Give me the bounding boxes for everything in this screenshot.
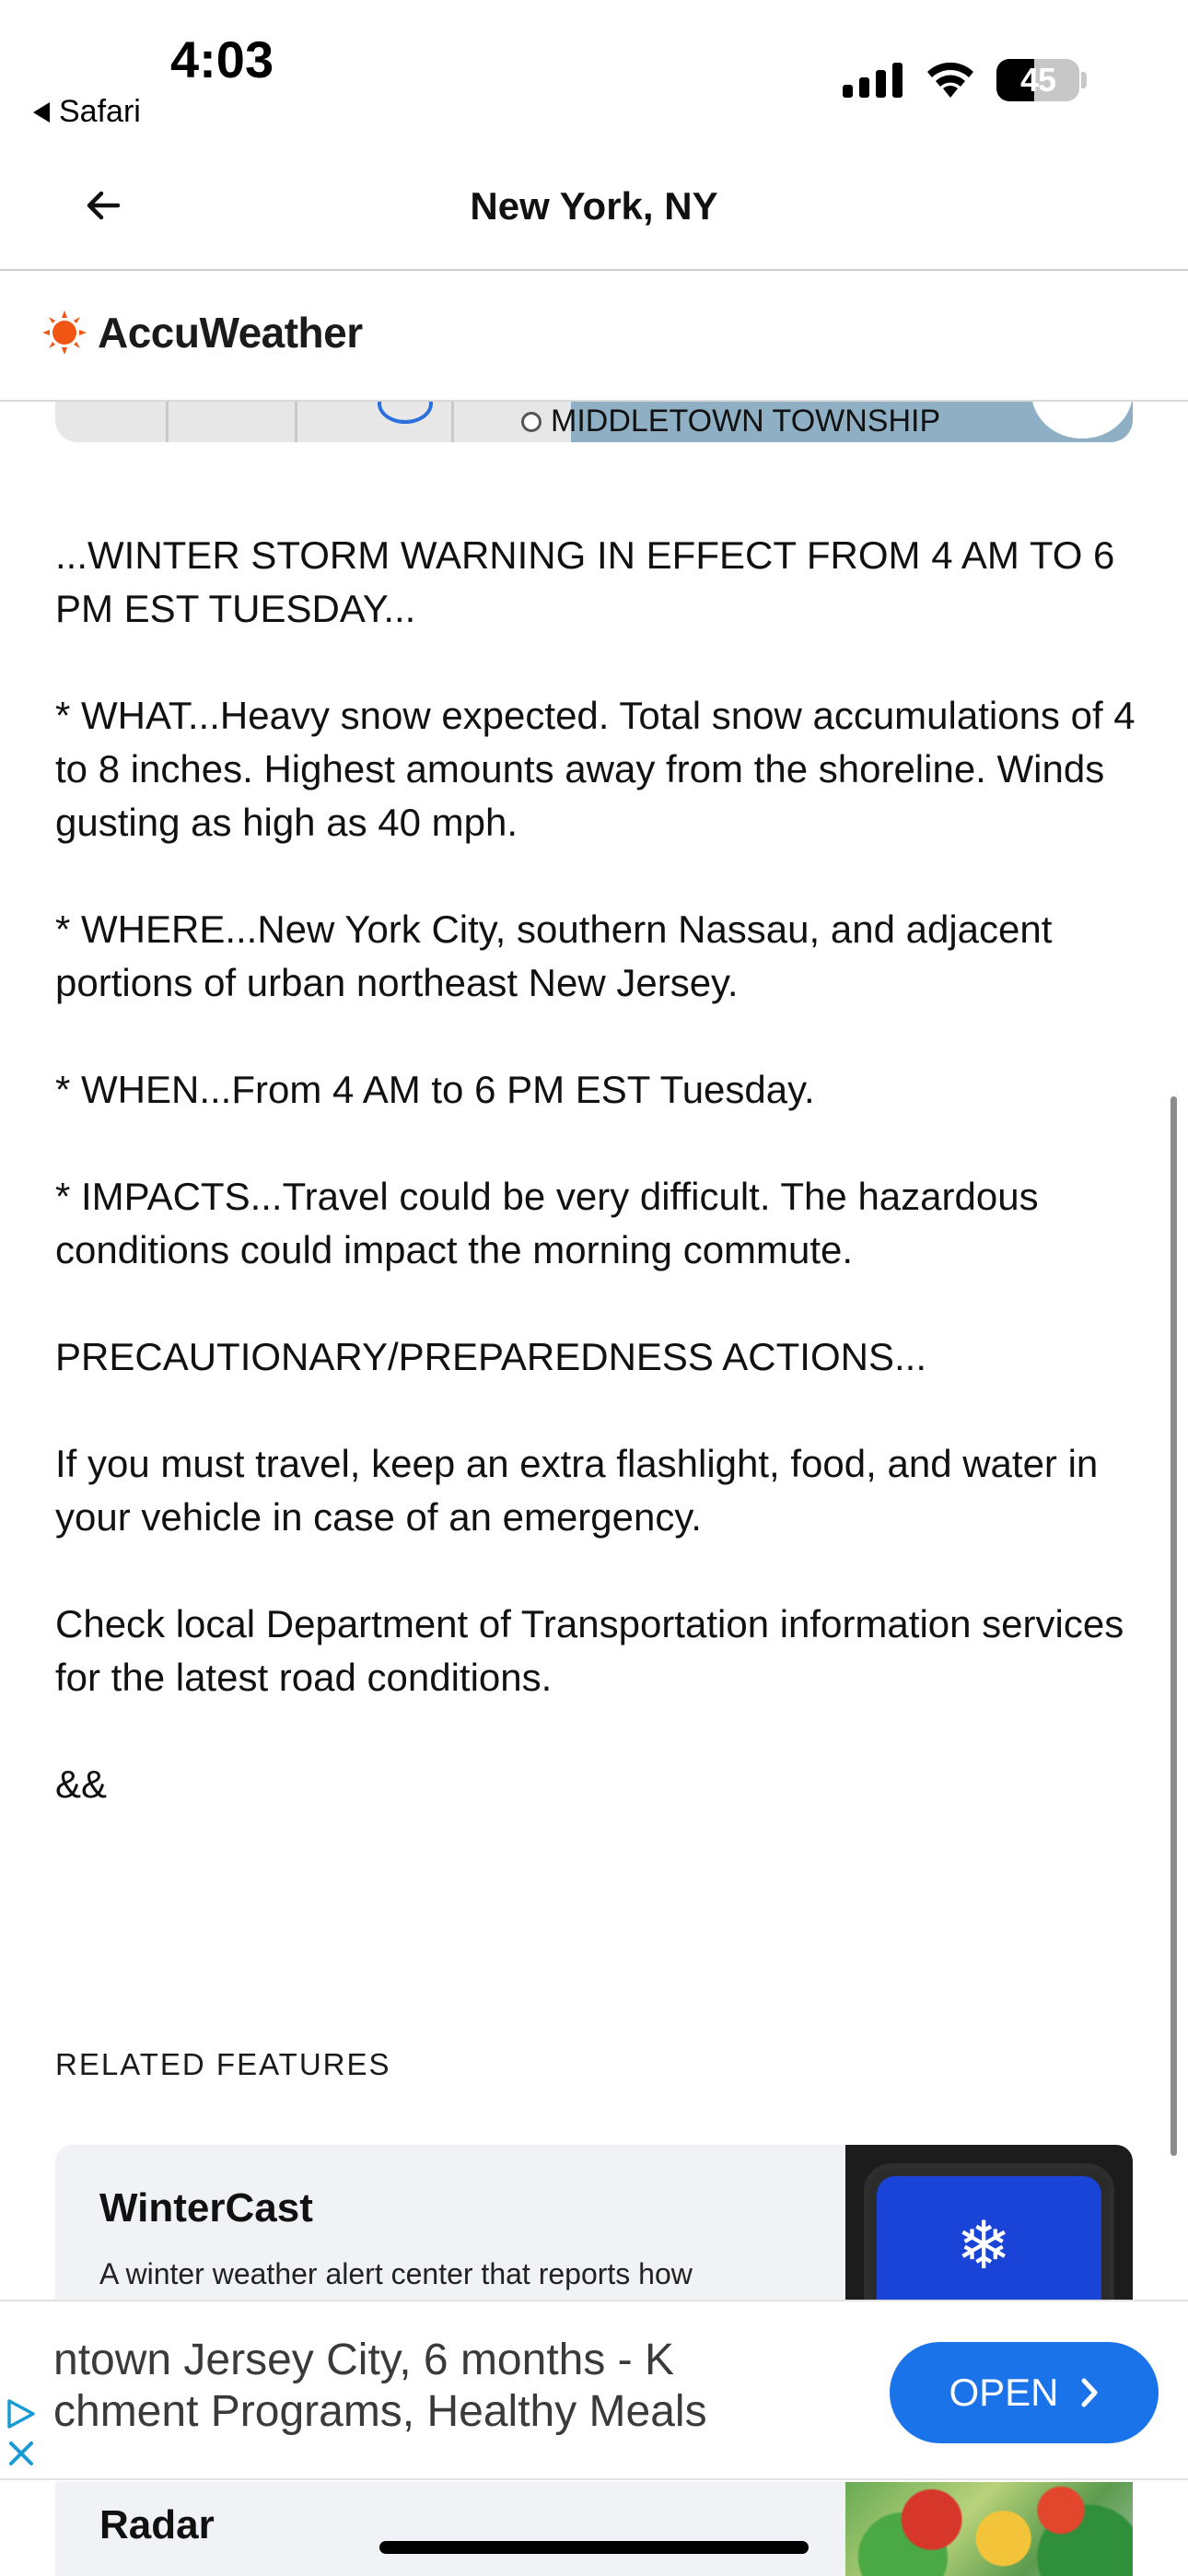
alert-paragraph: * WHERE...New York City, southern Nassau, and adjacent portions of urban northeast New Jersey. — [55, 907, 1053, 1004]
header-divider — [0, 269, 1188, 271]
status-time: 4:03 — [170, 30, 274, 88]
map-road — [166, 402, 169, 442]
alert-paragraph: If you must travel, keep an extra flashlight, food, and water in your vehicle in case of an emergency. — [55, 1442, 1099, 1539]
ad-line: chment Programs, Healthy Meals — [53, 2387, 707, 2436]
brand-name: AccuWeather — [98, 309, 363, 357]
alert-paragraph: && — [55, 1762, 108, 1806]
chevron-right-icon — [1079, 2377, 1100, 2408]
alert-paragraph: * WHAT...Heavy snow expected. Total snow accumulations of 4 to 8 inches. Highest amounts away from the shoreline. Winds gusting as high as 40 mph. — [55, 694, 1136, 844]
map-road — [295, 402, 297, 442]
phone-illustration — [864, 2163, 1114, 2311]
feature-card-description: A winter weather alert center that reports how — [99, 2257, 693, 2290]
page-title: New York, NY — [470, 184, 718, 228]
snowflake-icon: ❄ — [956, 2209, 1012, 2283]
ad-text[interactable] — [0, 2335, 707, 2438]
alert-map[interactable] — [55, 402, 1133, 442]
map-town-label — [521, 404, 940, 439]
phone-screen — [877, 2176, 1101, 2311]
feature-card-title: Radar — [99, 2502, 215, 2547]
feature-card-image — [845, 2145, 1133, 2311]
map-location-marker — [378, 402, 433, 424]
scrollbar[interactable] — [1171, 1096, 1177, 2156]
alert-paragraph: PRECAUTIONARY/PREPAREDNESS ACTIONS... — [55, 1335, 926, 1378]
map-road — [451, 402, 454, 442]
battery-icon — [996, 59, 1079, 101]
feature-card-radar[interactable] — [55, 2482, 1133, 2576]
accuweather-logo[interactable] — [41, 308, 363, 357]
alert-paragraph: * WHEN...From 4 AM to 6 PM EST Tuesday. — [55, 1068, 815, 1111]
battery-percent: 45 — [1019, 61, 1056, 99]
alert-paragraph: Check local Department of Transportation information services for the latest road conditions. — [55, 1602, 1124, 1699]
ad-banner[interactable] — [0, 2300, 1188, 2480]
related-features-heading: RELATED FEATURES — [55, 2047, 391, 2081]
home-indicator[interactable] — [379, 2541, 809, 2554]
wifi-icon — [923, 57, 978, 100]
ad-open-label: OPEN — [949, 2371, 1059, 2414]
ad-close-icon[interactable] — [7, 2440, 35, 2467]
back-app-label: Safari — [59, 94, 141, 129]
alert-paragraph: ...WINTER STORM WARNING IN EFFECT FROM 4 AM TO 6 PM EST TUESDAY... — [55, 533, 1115, 630]
alert-paragraph: * IMPACTS...Travel could be very difficult. The hazardous conditions could impact the morning commute. — [55, 1175, 1039, 1271]
ad-choices-icon[interactable] — [4, 2397, 37, 2430]
back-triangle-icon — [33, 102, 50, 123]
radar-thumbnail — [845, 2482, 1133, 2576]
sun-logo-icon — [41, 309, 88, 357]
cellular-signal-icon — [843, 61, 903, 98]
ad-line: ntown Jersey City, 6 months - K — [53, 2336, 675, 2384]
battery-nub — [1081, 72, 1087, 88]
alert-body — [55, 529, 1142, 1811]
map-town-name: MIDDLETOWN TOWNSHIP — [551, 404, 941, 439]
town-dot-icon — [521, 412, 542, 432]
back-to-app-link[interactable] — [33, 94, 141, 130]
ad-open-button[interactable] — [890, 2342, 1159, 2443]
feature-card-title: WinterCast — [99, 2185, 313, 2231]
feature-card-wintercast[interactable] — [55, 2145, 1133, 2311]
